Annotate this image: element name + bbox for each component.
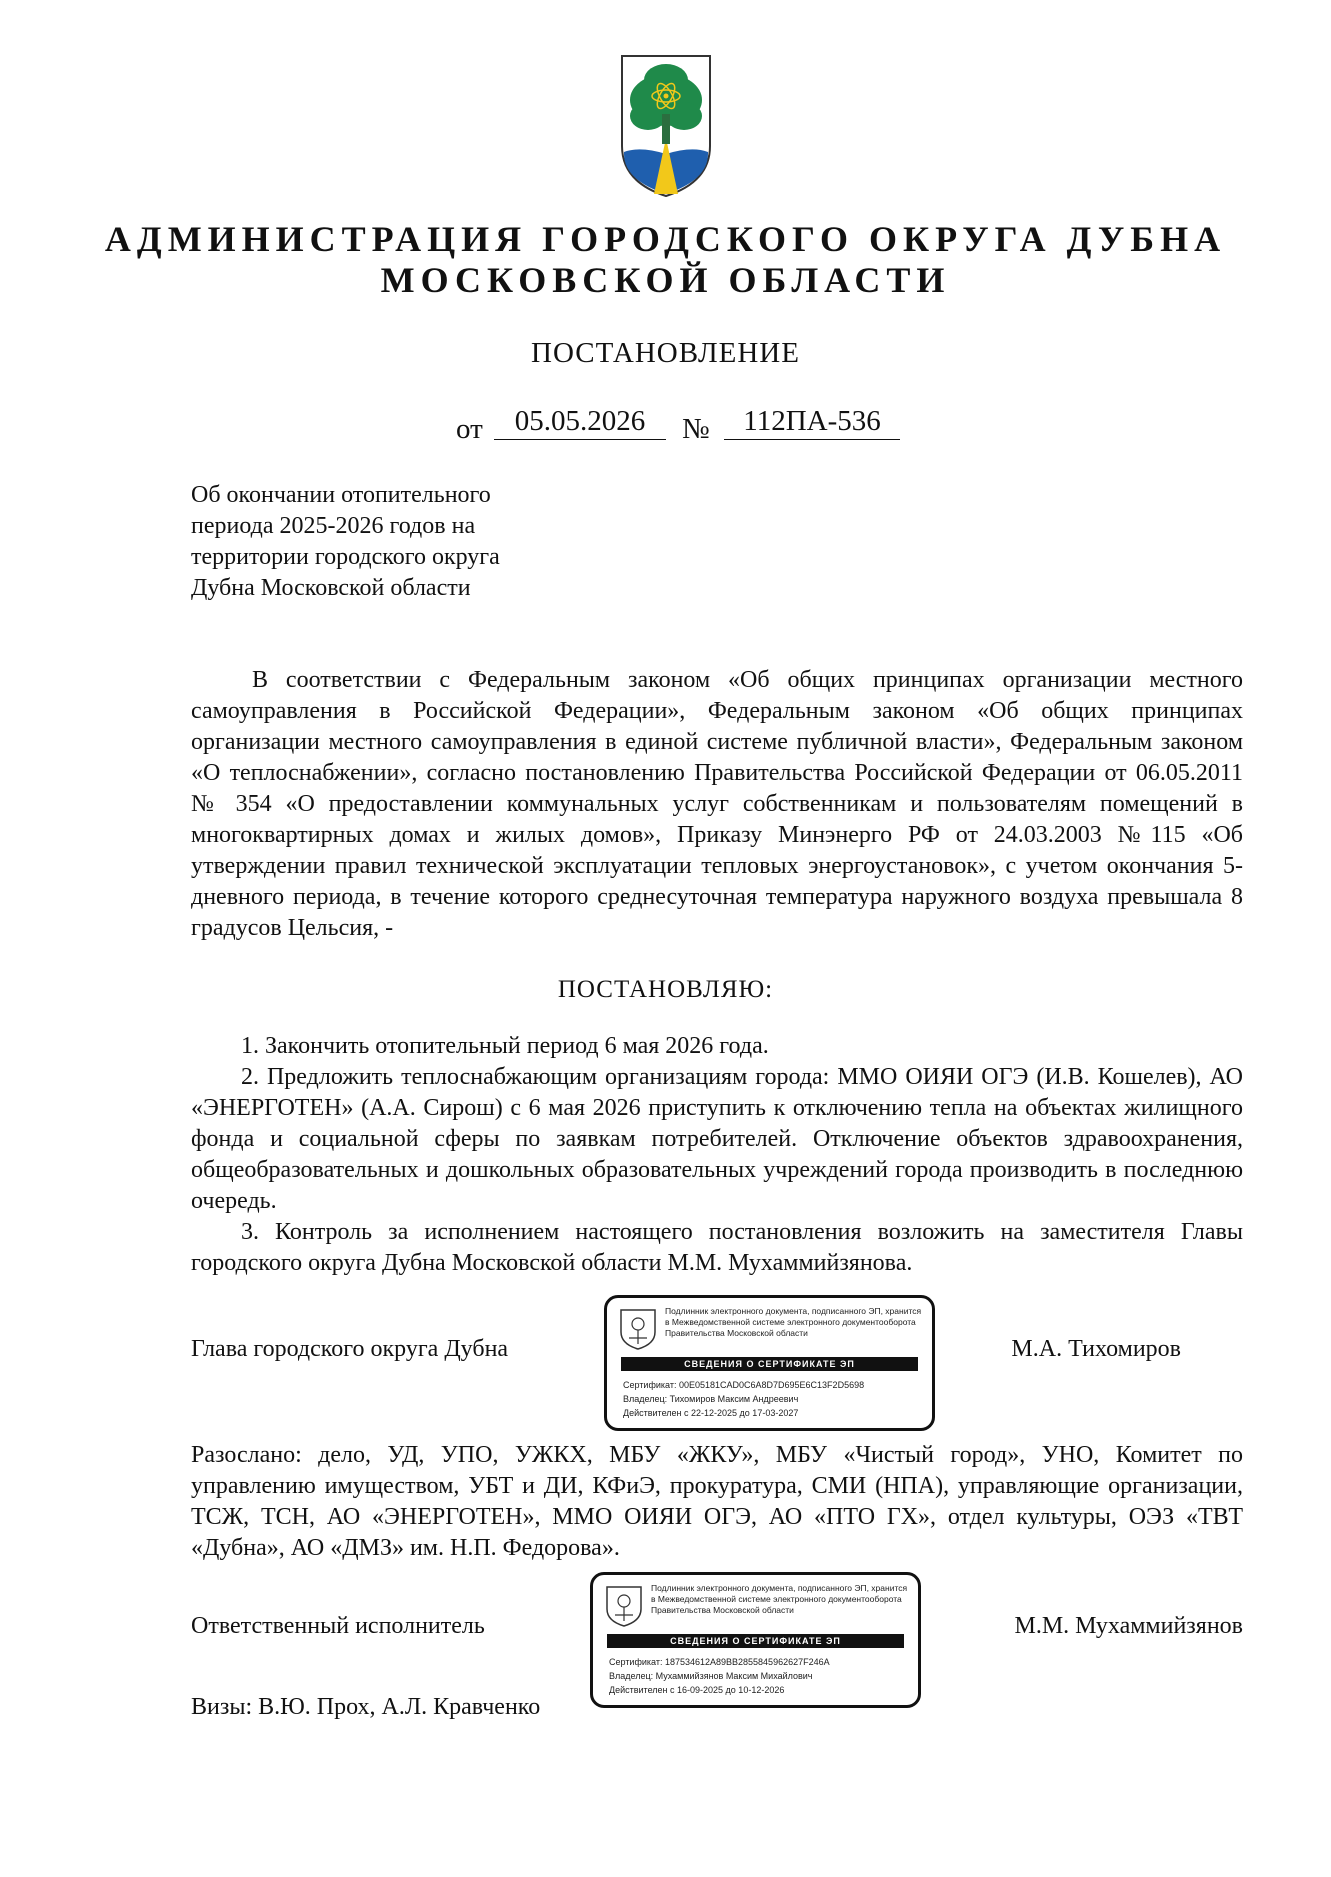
document-number: 112ПА-536: [724, 403, 900, 440]
org-title-line-1: АДМИНИСТРАЦИЯ ГОРОДСКОГО ОКРУГА ДУБНА: [104, 219, 1227, 259]
decree-item-2: 2. Предложить теплоснабжающим организациям города: ММО ОИЯИ ОГЭ (И.В. Кошелев), АО «ЭНЕРГОТЕН» (А.А. Сирош) с 6 мая 2026 приступить к отключению тепла на объектах жилищного фонда и социальной сферы по заявкам потребителей. Отключение объектов здравоохранения, общеобразовательных и дошкольных образовательных учреждений города производить в последнюю очередь.: [191, 1064, 1243, 1214]
stamp-certificate: Сертификат: 187534612A89BB2855845962627F246A: [609, 1657, 830, 1667]
subject-line: территории городского округа: [191, 544, 500, 570]
decree-item-3: 3. Контроль за исполнением настоящего постановления возложить на заместителя Главы городского округа Дубна Московской области М.М. Мухаммийзянова.: [191, 1219, 1243, 1276]
preamble-paragraph: В соответствии с Федеральным законом «Об общих принципах организации местного самоуправления в Российской Федерации», Федеральным законом «Об общих принципах организации местного самоуправления в единой системе публичной власти», Федеральным законом «О теплоснабжении», согласно постановлению Правительства Российской Федерации от 06.05.2011 № 354 «О предоставлении коммунальных услуг собственникам и пользователям помещений в многоквартирных домах и жилых домов», Приказу Минэнерго РФ от 24.03.2003 №115 «Об утверждении правил технической эксплуатации тепловых энергоустановок», с учетом окончания 5-дневного периода, в течение которого среднесуточная температура наружного воздуха превышала 8 градусов Цельсия, -: [191, 667, 1243, 941]
stamp-bar: СВЕДЕНИЯ О СЕРТИФИКАТЕ ЭП: [621, 1357, 918, 1371]
signer-position: Глава городского округа Дубна: [191, 1336, 509, 1362]
coat-of-arms-icon: [620, 54, 712, 198]
stamp-note: Подлинник электронного документа, подписанного ЭП, хранится в Межведомственной системе электронного документооборота Правительства Московской области: [651, 1583, 908, 1615]
distribution-list: Разослано: дело, УД, УПО, УЖКХ, МБУ «ЖКУ», МБУ «Чистый город», УНО, Комитет по управлению имуществом, УБТ и ДИ, КФиЭ, прокуратура, СМИ (НПА), управляющие организации, ТСЖ, ТСН, АО «ЭНЕРГОТЕН», ММО ОИЯИ ОГЭ, АО «ПТО ГХ», отдел культуры, ОЭЗ «ТВТ «Дубна», АО «ДМЗ» им. Н.П. Федорова».: [191, 1442, 1243, 1561]
stamp-certificate: Сертификат: 00E05181CAD0C6A8D7D695E6C13F2D5698: [623, 1380, 865, 1390]
stamp-owner: Владелец: Мухаммийзянов Максим Михайлович: [609, 1671, 813, 1681]
stamp-validity: Действителен с 16-09-2025 до 10-12-2026: [609, 1685, 785, 1695]
stamp-note: Подлинник электронного документа, подписанного ЭП, хранится в Межведомственной системе электронного документооборота Правительства Московской области: [665, 1306, 922, 1338]
visas-text: Визы: В.Ю. Прох, А.Л. Кравченко: [191, 1694, 541, 1720]
e-signature-stamp: [604, 1295, 935, 1431]
decree-item-1: 1. Закончить отопительный период 6 мая 2026 года.: [241, 1033, 769, 1059]
subject-line: Дубна Московской области: [191, 575, 471, 601]
decree-word: ПОСТАНОВЛЯЮ:: [557, 976, 774, 1003]
e-signature-stamp: [590, 1572, 921, 1708]
document-subject: [191, 480, 565, 604]
stamp-validity: Действителен с 22-12-2025 до 17-03-2027: [623, 1408, 799, 1418]
date-prefix: от: [456, 413, 483, 445]
moscow-region-emblem-icon: [619, 1308, 657, 1350]
signer-name: М.А. Тихомиров: [1011, 1336, 1181, 1362]
executor-label: Ответственный исполнитель: [191, 1613, 485, 1639]
date-number-line: [456, 403, 976, 447]
number-prefix: №: [682, 413, 710, 445]
org-title-line-2: МОСКОВСКОЙ ОБЛАСТИ: [380, 260, 951, 300]
document-date: 05.05.2026: [494, 403, 666, 440]
stamp-owner: Владелец: Тихомиров Максим Андреевич: [623, 1394, 799, 1404]
executor-name: М.М. Мухаммийзянов: [1014, 1613, 1243, 1639]
subject-line: Об окончании отопительного: [191, 482, 491, 508]
stamp-bar: СВЕДЕНИЯ О СЕРТИФИКАТЕ ЭП: [607, 1634, 904, 1648]
subject-line: периода 2025-2026 годов на: [191, 513, 476, 539]
document-type: ПОСТАНОВЛЕНИЕ: [531, 337, 800, 369]
moscow-region-emblem-icon: [605, 1585, 643, 1627]
